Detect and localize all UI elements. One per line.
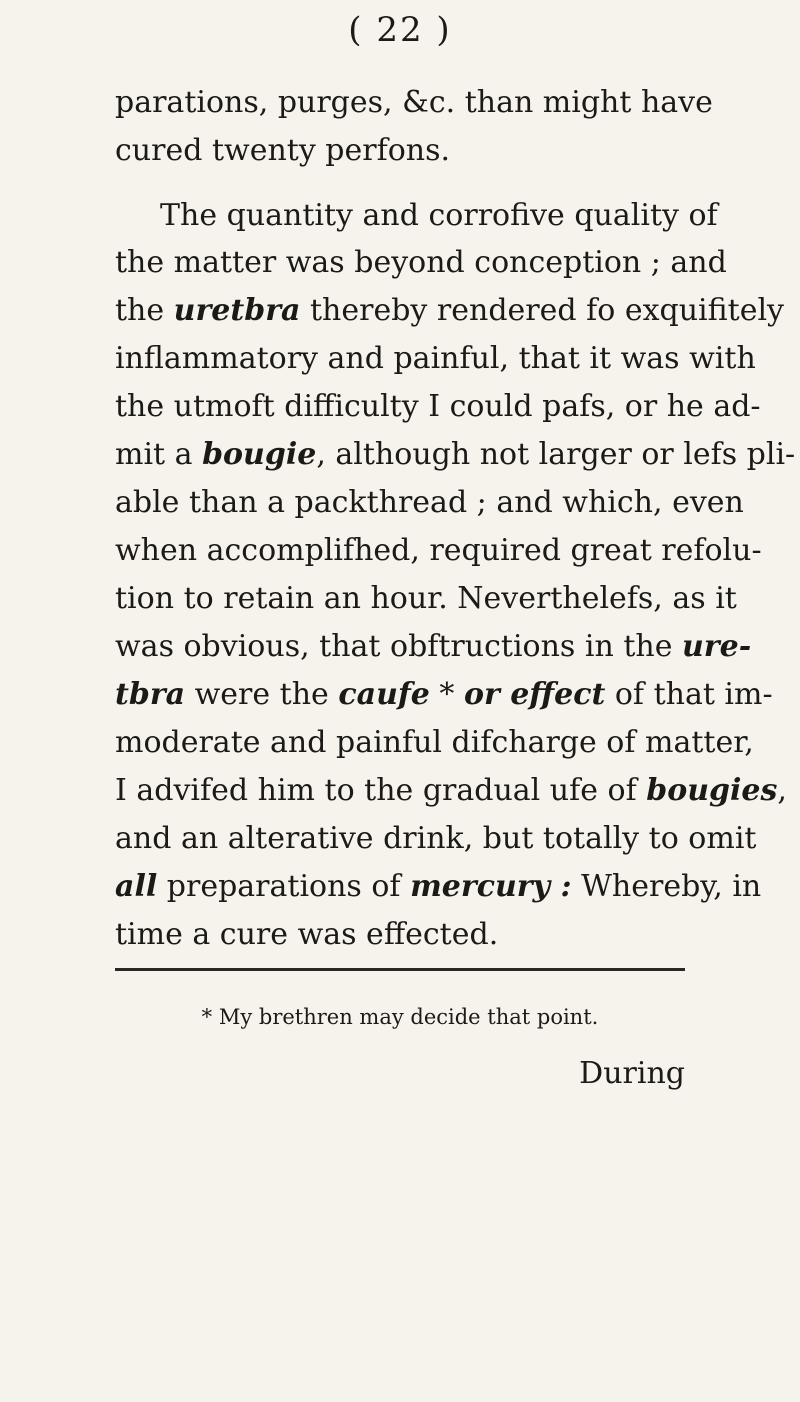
italic-bougies: bougies: [646, 773, 778, 808]
text-line-14: moderate and painful difcharge of matter,: [115, 725, 754, 760]
footnote: * My brethren may decide that point.: [201, 1005, 599, 1029]
italic-ure: ure-: [681, 629, 752, 664]
italic-mercury: mercury :: [410, 869, 572, 904]
text-line-8: [115, 432, 796, 478]
italic-tbra: tbra: [115, 677, 186, 712]
text-line-5: [115, 288, 784, 334]
text-segment: ,: [777, 773, 787, 808]
text-line-17: [115, 864, 762, 910]
page-number: ( 22 ): [348, 10, 452, 50]
italic-uretbra: uretbra: [173, 293, 301, 328]
italic-bougie: bougie: [202, 437, 317, 472]
text-line-16: and an alterative drink, but totally to omit: [115, 821, 757, 856]
text-line-11: tion to retain an hour. Neverthelefs, as it: [115, 581, 737, 616]
text-segment: mit a: [115, 437, 203, 472]
text-line-1: parations, purges, &c. than might have: [115, 85, 713, 120]
word-the: the: [115, 293, 174, 328]
catchword: During: [579, 1056, 685, 1091]
text-line-12: [115, 624, 752, 670]
text-segment: were the: [185, 677, 339, 712]
italic-all: all: [115, 869, 158, 904]
text-line-9: able than a packthread ; and which, even: [115, 485, 744, 520]
text-line-6: inflammatory and painful, that it was with: [115, 341, 756, 376]
text-segment: Whereby, in: [571, 869, 762, 904]
text-segment: , although not larger or lefs pli-: [316, 437, 796, 472]
text-line-18: time a cure was effected.: [115, 917, 499, 952]
text-segment: I advifed him to the gradual ufe of: [115, 773, 647, 808]
italic-or-effect: or effect: [463, 677, 606, 712]
footnote-marker: *: [429, 677, 464, 712]
text-line-7: the utmoft difficulty I could pafs, or he ad-: [115, 389, 761, 424]
italic-caufe: caufe: [338, 677, 430, 712]
text-line-10: when accomplifhed, required great refolu-: [115, 533, 762, 568]
text-line-3: The quantity and corrofive quality of: [160, 198, 718, 233]
text-line-4: the matter was beyond conception ; and: [115, 245, 727, 280]
text-line-2: cured twenty perfons.: [115, 133, 451, 168]
footnote-divider: [115, 968, 685, 971]
text-segment: of that im-: [605, 677, 773, 712]
text-line-15: [115, 768, 787, 814]
text-line-13: [115, 672, 773, 718]
text-segment: thereby rendered fo exquifitely: [300, 293, 784, 328]
text-segment: preparations of: [157, 869, 411, 904]
text-segment: was obvious, that obftructions in the: [115, 629, 682, 664]
